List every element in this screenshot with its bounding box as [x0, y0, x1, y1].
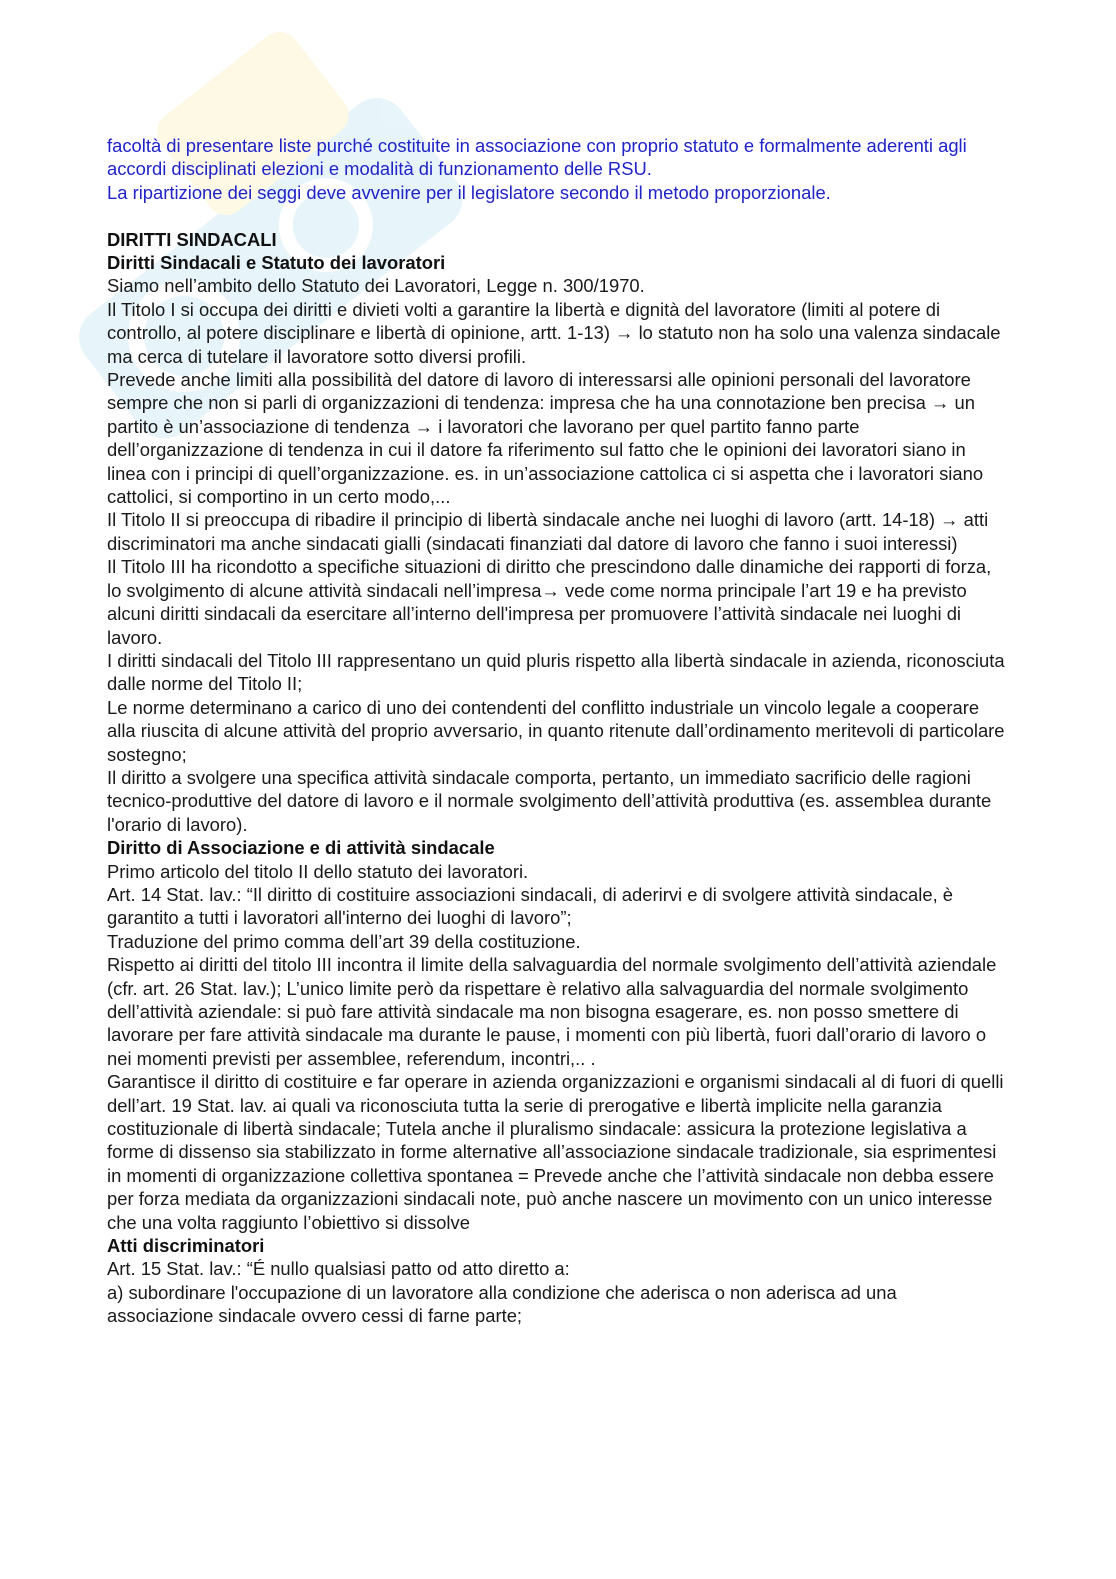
intro-paragraph: La ripartizione dei seggi deve avvenire per il legislatore secondo il metodo proporzionale.	[107, 181, 831, 203]
paragraph: Il Titolo II si preoccupa di ribadire il principio di libertà sindacale anche nei luoghi di lavoro (artt. 14-18) → atti discriminatori ma anche sindacati gialli (sindacati finanziati dal datore di lavoro che fanno i suoi interessi)	[107, 509, 989, 554]
paragraph: Garantisce il diritto di costituire e far operare in azienda organizzazioni e organismi sindacali al di fuori di quelli dell’art. 19 Stat. lav. ai quali va riconosciuta tutta la serie di prerogative e libertà implicite nella garanzia costituzionale di libertà sindacale; Tutela anche il pluralismo sindacale: assicura la protezione legislativa a forme di dissenso sia stabilizzato in forme alternative all’associazione sindacale tradizionale, sia esprimentesi in momenti di organizzazione collettiva spontanea = Prevede anche che l’attività sindacale non debba essere per forza mediata da organizzazioni sindacali note, può anche nascere un movimento con un unico interesse che una volta raggiunto l’obiettivo si dissolve	[107, 1071, 1004, 1233]
paragraph: Il diritto a svolgere una specifica attività sindacale comporta, pertanto, un immediato sacrificio delle ragioni tecnico-produttive del datore di lavoro e il normale svolgimento dell’attività produttiva (es. assemblea durante l'orario di lavoro).	[107, 766, 992, 835]
paragraph: Il Titolo III ha ricondotto a specifiche situazioni di diritto che prescindono dalle dinamiche dei rapporti di forza, lo svolgimento di alcune attività sindacali nell’impresa→ vede come norma principale l’art 19 e ha previsto alcuni diritti sindacali da esercitare all’interno dell'impresa per promuovere l’attività sindacale nei luoghi di lavoro.	[107, 556, 992, 648]
section-title: DIRITTI SINDACALI	[107, 228, 277, 250]
paragraph: Prevede anche limiti alla possibilità del datore di lavoro di interessarsi alle opinioni personali del lavoratore sempre che non si parli di organizzazioni di tendenza: impresa che ha una connotazione ben precisa → un partito è un’associazione di tendenza → i lavoratori che lavorano per quel partito fanno parte dell’organizzazione di tendenza in cui il datore fa riferimento sul fatto che le opinioni dei lavoratori siano in linea con i principi di quell’organizzazione. es. in un’associazione cattolica ci si aspetta che i lavoratori siano cattolici, si comportino in un certo modo,...	[107, 369, 984, 508]
subsection-title: Diritto di Associazione e di attività sindacale	[107, 837, 495, 859]
subsection-title: Diritti Sindacali e Statuto dei lavoratori	[107, 252, 446, 274]
paragraph: Traduzione del primo comma dell’art 39 della costituzione.	[107, 930, 581, 952]
paragraph: I diritti sindacali del Titolo III rappresentano un quid pluris rispetto alla libertà sindacale in azienda, riconosciuta dalle norme del Titolo II;	[107, 649, 1005, 695]
intro-block	[107, 134, 1007, 204]
paragraph: Siamo nell’ambito dello Statuto dei Lavoratori, Legge n. 300/1970.	[107, 275, 645, 297]
paragraph: Il Titolo I si occupa dei diritti e divieti volti a garantire la libertà e dignità del lavoratore (limiti al potere di controllo, al potere disciplinare e libertà di opinione, artt. 1-13) → lo statuto non ha solo una valenza sindacale ma cerca di tutelare il lavoratore sotto diversi profili.	[107, 298, 1001, 367]
paragraph: Art. 15 Stat. lav.: “É nullo qualsiasi patto od atto diretto a:	[107, 1258, 570, 1280]
paragraph: Le norme determinano a carico di uno dei contendenti del conflitto industriale un vincolo legale a cooperare alla riuscita di alcune attività del proprio avversario, in quanto ritenute dall’ordinamento meritevoli di particolare sostegno;	[107, 696, 1005, 765]
subsection-title: Atti discriminatori	[107, 1235, 265, 1257]
paragraph: Art. 14 Stat. lav.: “Il diritto di costituire associazioni sindacali, di aderirvi e di svolgere attività sindacale, è garantito a tutti i lavoratori all'interno dei luoghi di lavoro”;	[107, 883, 954, 929]
intro-paragraph: facoltà di presentare liste purché costituite in associazione con proprio statuto e formalmente aderenti agli accordi disciplinati elezioni e modalità di funzionamento delle RSU.	[107, 135, 967, 180]
paragraph: Primo articolo del titolo II dello statuto dei lavoratori.	[107, 860, 529, 882]
paragraph: a) subordinare l'occupazione di un lavoratore alla condizione che aderisca o non aderisca ad una associazione sindacale ovvero cessi di farne parte;	[107, 1281, 897, 1327]
document-page	[107, 134, 1007, 1328]
paragraph: Rispetto ai diritti del titolo III incontra il limite della salvaguardia del normale svolgimento dell’attività aziendale (cfr. art. 26 Stat. lav.); L’unico limite però da rispettare è relativo alla salvaguardia del normale svolgimento dell’attività aziendale: si può fare attività sindacale ma non bisogna esagerare, es. non posso smettere di lavorare per fare attività sindacale ma durante le pause, i momenti con più libertà, fuori dall’orario di lavoro o nei momenti previsti per assemblee, referendum, incontri,.. .	[107, 954, 997, 1069]
